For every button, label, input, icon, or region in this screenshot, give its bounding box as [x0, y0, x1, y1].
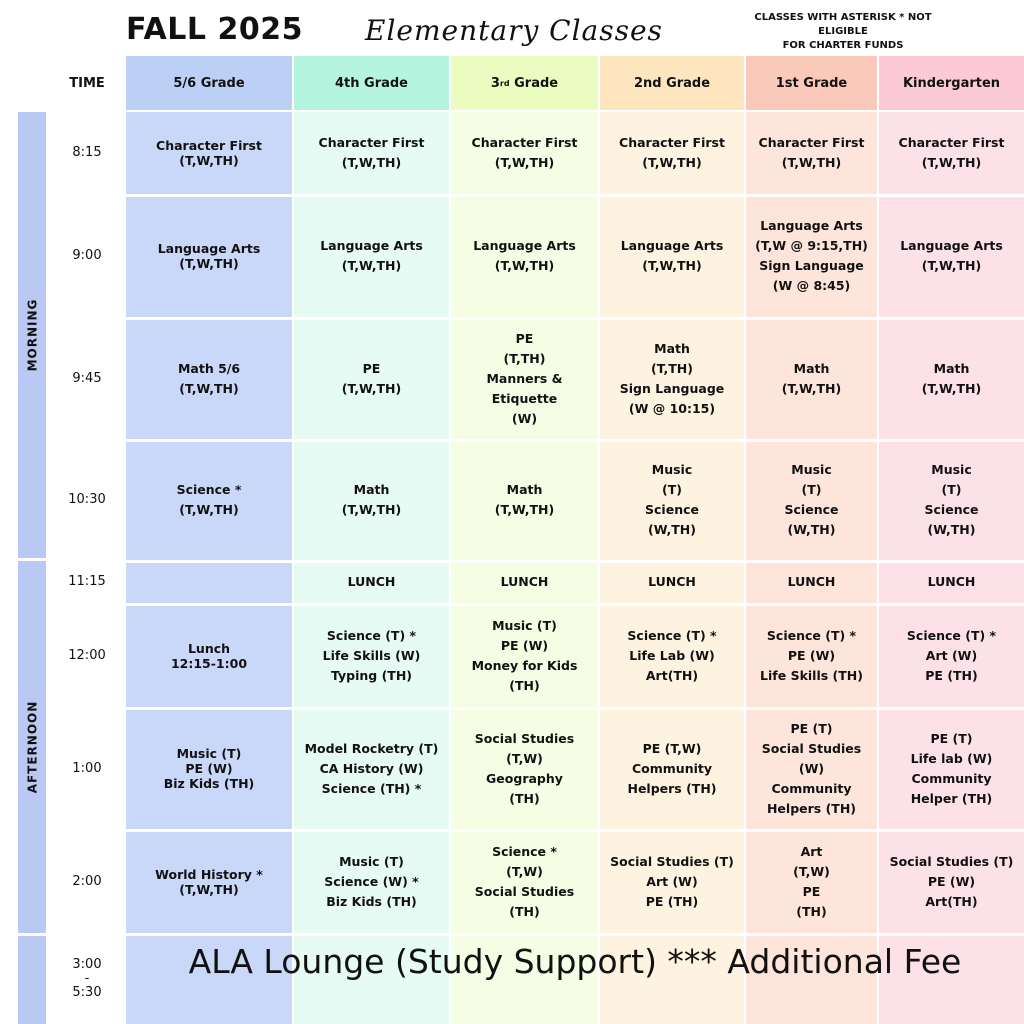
schedule-cell: Language Arts (T,W,TH) — [320, 238, 423, 273]
schedule-cell: Science (T) * Art (W) PE (TH) — [906, 627, 997, 683]
schedule-cell: Social Studies (T) Art (W) PE (TH) — [610, 853, 734, 909]
eligibility-note-line: CLASSES WITH ASTERISK * NOT ELIGIBLE — [754, 12, 932, 37]
time-slot: 9:00 — [72, 248, 102, 263]
grade-column-header: 4th Grade — [294, 56, 449, 110]
time-slot: 10:30 — [68, 492, 106, 507]
schedule-cell: LUNCH — [927, 574, 976, 589]
schedule-cell: Social Studies (T,W) Geography (TH) — [474, 730, 575, 806]
schedule-cell: Science * (T,W,TH) — [176, 482, 242, 517]
schedule-cell: Math (T,W,TH) — [781, 360, 842, 396]
schedule-cell: Art (T,W) PE (TH) — [793, 843, 830, 919]
schedule-cell: Character First (T,W,TH) — [156, 138, 262, 168]
schedule-cell: Science (T) * Life Lab (W) Art(TH) — [627, 627, 717, 683]
schedule-cell: Character First (T,W,TH) — [318, 135, 425, 170]
period-late — [18, 936, 46, 1024]
time-slot: 3:00 - 5:30 — [72, 957, 102, 1000]
schedule-cell: Lunch 12:15-1:00 — [170, 640, 248, 671]
schedule-cell: LUNCH — [648, 574, 696, 589]
period-afternoon-label: AFTERNOON — [25, 700, 40, 794]
schedule-cell: PE (T) Life lab (W) Community Helper (TH) — [910, 730, 993, 806]
schedule-cell: Music (T) PE (W) Biz Kids (TH) — [163, 746, 255, 791]
eligibility-note — [728, 11, 958, 53]
schedule-cell: Math (T,TH) Sign Language (W @ 10:15) — [619, 340, 725, 416]
schedule-cell: Character First (T,W,TH) — [619, 135, 725, 170]
schedule-cell: Science * (T,W) Social Studies (TH) — [474, 843, 575, 919]
grade-column-header: 5/6 Grade — [126, 56, 292, 110]
time-slot: 8:15 — [72, 145, 102, 160]
schedule-cell: Math (T,W,TH) — [494, 482, 555, 517]
schedule-cell: Language Arts (T,W,TH) — [473, 238, 576, 273]
schedule-cell: Character First (T,W,TH) — [898, 135, 1005, 170]
schedule-cell: World History * (T,W,TH) — [155, 866, 263, 897]
schedule-cell: PE (T,TH) Manners & Etiquette (W) — [486, 330, 563, 426]
grade-column-header — [451, 56, 598, 110]
grade-label-suffix: rd — [499, 78, 510, 88]
time-column-header: TIME — [69, 75, 105, 91]
study-support-banner: ALA Lounge (Study Support) *** Additional Fee — [188, 941, 962, 981]
period-morning-label: MORNING — [25, 298, 40, 372]
time-slot: 1:00 — [72, 760, 102, 776]
schedule-cell: Music (T) Science (W,TH) — [924, 462, 979, 537]
schedule-cell: Math (T,W,TH) — [921, 360, 982, 396]
schedule-cell: Math (T,W,TH) — [341, 482, 402, 517]
grade-label: 3 — [490, 75, 500, 91]
time-slot: 2:00 — [72, 873, 102, 889]
grade-label-rest: Grade — [509, 75, 559, 91]
time-slot: 9:45 — [72, 370, 102, 386]
schedule-cell: Science (T) * PE (W) Life Skills (TH) — [760, 627, 863, 683]
schedule-cell — [126, 561, 292, 603]
schedule-cell: PE (T) Social Studies (W) Community Helpers (TH) — [761, 720, 862, 816]
schedule-cell: Language Arts (T,W,TH) — [620, 238, 724, 273]
schedule-cell: Social Studies (T) PE (W) Art(TH) — [889, 853, 1014, 909]
schedule-cell: Language Arts (T,W,TH) — [157, 241, 261, 271]
period-morning — [18, 112, 46, 558]
schedule-cell: LUNCH — [347, 574, 396, 589]
grade-column-header: 2nd Grade — [600, 56, 744, 110]
schedule-cell: Music (T) Science (W,TH) — [645, 462, 699, 537]
schedule-cell: PE (T,W,TH) — [341, 360, 402, 396]
schedule-cell: Character First (T,W,TH) — [471, 135, 578, 170]
schedule-cell: Model Rocketry (T) CA History (W) Science (TH) * — [304, 740, 439, 796]
schedule-cell: Math 5/6 (T,W,TH) — [177, 360, 241, 396]
page-title: FALL 2025 — [126, 12, 303, 47]
schedule-cell: Character First (T,W,TH) — [758, 135, 865, 170]
grade-column-header: Kindergarten — [879, 56, 1024, 110]
eligibility-note-line: FOR CHARTER FUNDS — [782, 40, 904, 51]
page-subtitle: Elementary Classes — [365, 14, 663, 47]
schedule-cell: Language Arts (T,W @ 9:15,TH) Sign Language (W @ 8:45) — [755, 218, 868, 293]
schedule-cell: PE (T,W) Community Helpers (TH) — [627, 740, 717, 796]
schedule-cell: LUNCH — [500, 574, 549, 589]
schedule-cell: Language Arts (T,W,TH) — [900, 238, 1003, 273]
schedule-cell: Science (T) * Life Skills (W) Typing (TH) — [322, 627, 421, 683]
period-afternoon — [18, 561, 46, 933]
schedule-cell: LUNCH — [787, 574, 836, 589]
schedule-cell: Music (T) PE (W) Money for Kids (TH) — [471, 617, 578, 693]
schedule-cell: Music (T) Science (W,TH) — [784, 462, 839, 537]
grade-column-header: 1st Grade — [746, 56, 877, 110]
schedule-cell: Music (T) Science (W) * Biz Kids (TH) — [324, 853, 419, 909]
time-slot: 12:00 — [68, 647, 106, 663]
time-slot: 11:15 — [68, 574, 106, 589]
